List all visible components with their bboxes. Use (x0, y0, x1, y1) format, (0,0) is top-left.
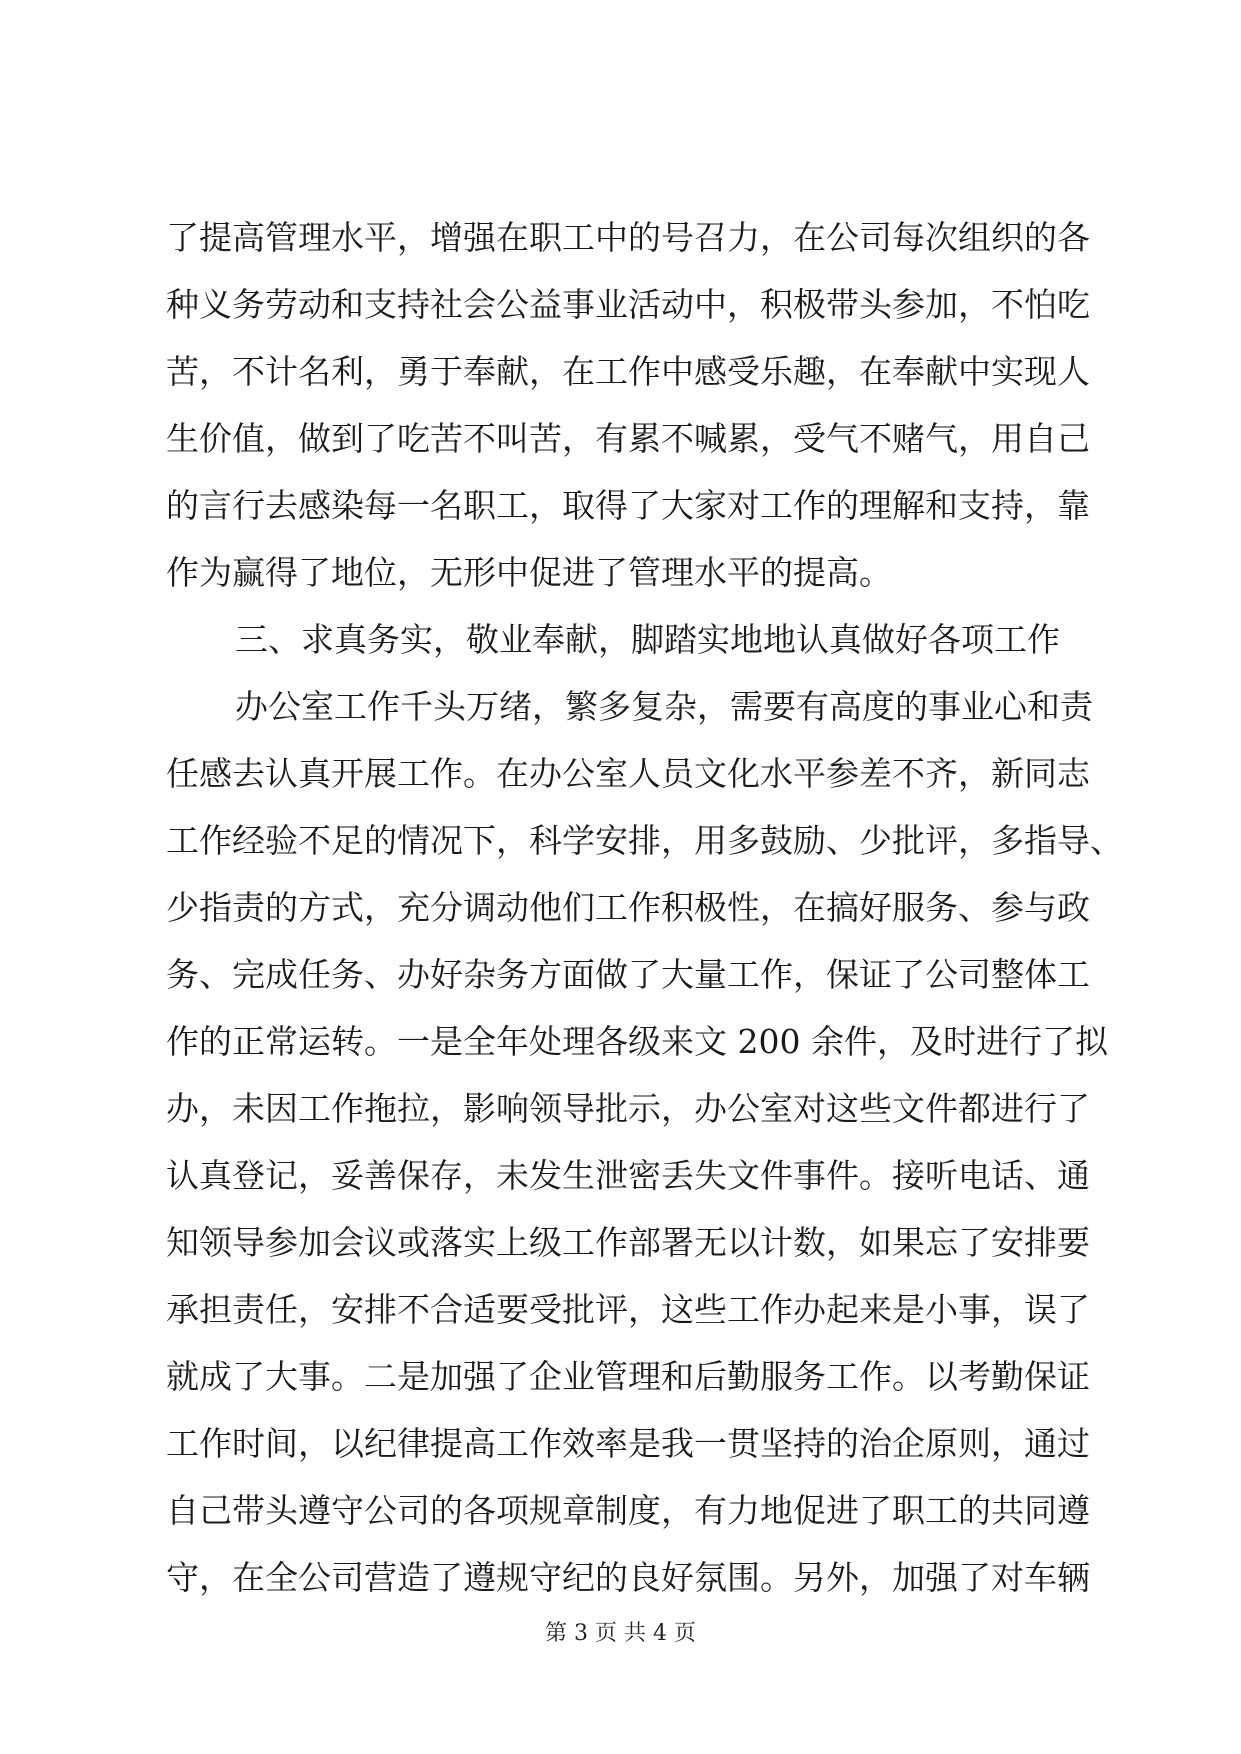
text-line: 作的正常运转。一是全年处理各级来文 200 余件，及时进行了拟 (166, 1022, 1108, 1061)
text-line: 的言行去感染每一名职工，取得了大家对工作的理解和支持，靠 (166, 486, 1090, 525)
page-footer: 第 3 页 共 4 页 (545, 1621, 696, 1646)
text-line: 知领导参加会议或落实上级工作部署无以计数，如果忘了安排要 (166, 1223, 1090, 1262)
text-line: 守，在全公司营造了遵规守纪的良好氛围。另外，加强了对车辆 (166, 1558, 1090, 1597)
text-line: 任感去认真开展工作。在办公室人员文化水平参差不齐，新同志 (166, 754, 1090, 793)
text-line: 生价值，做到了吃苦不叫苦，有累不喊累，受气不赌气，用自己 (166, 419, 1090, 458)
text-line: 办公室工作千头万绪，繁多复杂，需要有高度的事业心和责 (235, 687, 1093, 726)
text-line: 就成了大事。二是加强了企业管理和后勤服务工作。以考勤保证 (166, 1357, 1090, 1396)
section-heading: 三、求真务实，敬业奉献，脚踏实地地认真做好各项工作 (235, 620, 1060, 659)
text-line: 办，未因工作拖拉，影响领导批示，办公室对这些文件都进行了 (166, 1089, 1090, 1128)
text-line: 作为赢得了地位，无形中促进了管理水平的提高。 (166, 553, 892, 592)
text-line: 少指责的方式，充分调动他们工作积极性，在搞好服务、参与政 (166, 888, 1090, 927)
text-line: 种义务劳动和支持社会公益事业活动中，积极带头参加，不怕吃 (166, 285, 1090, 324)
text-line: 认真登记，妥善保存，未发生泄密丢失文件事件。接听电话、通 (166, 1156, 1090, 1195)
text-line: 工作时间，以纪律提高工作效率是我一贯坚持的治企原则，通过 (166, 1424, 1090, 1463)
text-line: 务、完成任务、办好杂务方面做了大量工作，保证了公司整体工 (166, 955, 1090, 994)
text-line: 自己带头遵守公司的各项规章制度，有力地促进了职工的共同遵 (166, 1491, 1090, 1530)
text-line: 承担责任，安排不合适要受批评，这些工作办起来是小事，误了 (166, 1290, 1090, 1329)
text-line: 苦，不计名利，勇于奉献，在工作中感受乐趣，在奉献中实现人 (166, 352, 1090, 391)
text-line: 工作经验不足的情况下，科学安排，用多鼓励、少批评，多指导、 (166, 821, 1123, 860)
text-line: 了提高管理水平，增强在职工中的号召力，在公司每次组织的各 (166, 218, 1090, 257)
